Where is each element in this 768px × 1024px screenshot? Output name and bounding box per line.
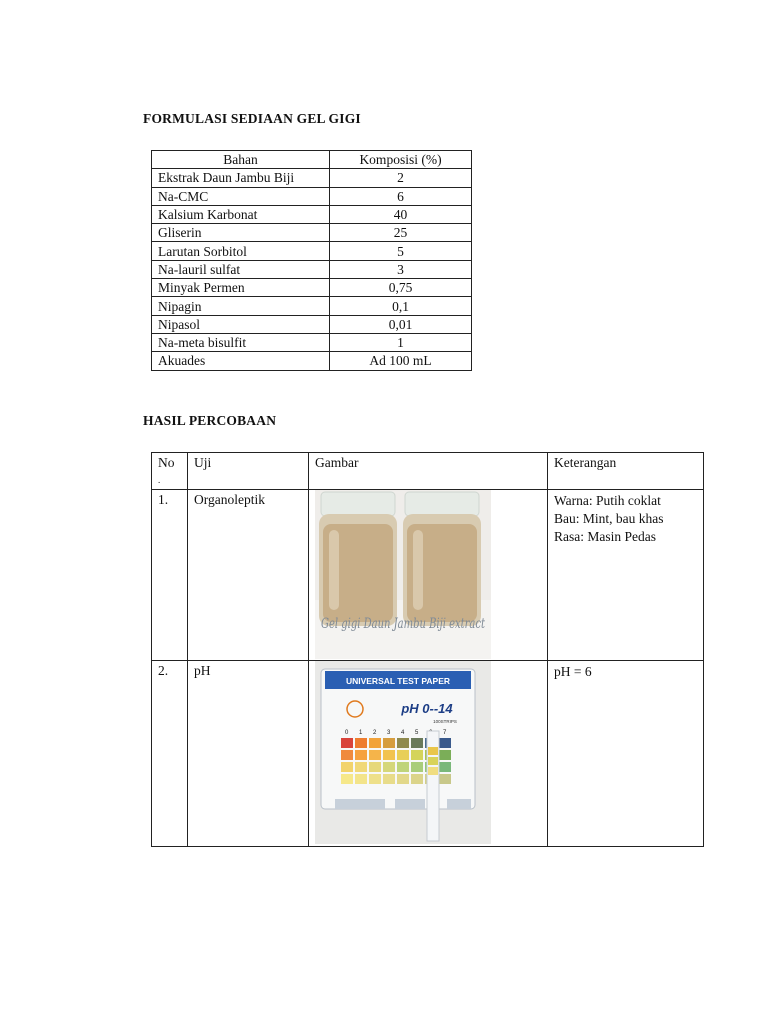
komposisi-cell: 1	[330, 333, 472, 351]
table-row	[152, 352, 472, 370]
header-no-dot: .	[158, 475, 161, 485]
row-no: 2.	[152, 661, 188, 847]
bahan-cell: Na-lauril sulfat	[152, 260, 330, 278]
table-row	[152, 260, 472, 278]
row-uji: pH	[188, 661, 309, 847]
komposisi-cell: 0,1	[330, 297, 472, 315]
scale-number: 4	[401, 730, 405, 736]
komposisi-cell: 5	[330, 242, 472, 260]
keterangan-line: Warna: Putih coklat	[554, 493, 661, 508]
keterangan-line: Bau: Mint, bau khas	[554, 511, 664, 526]
header-bahan: Bahan	[152, 151, 330, 169]
table-row	[152, 490, 704, 661]
table-row	[152, 205, 472, 223]
table-row	[152, 333, 472, 351]
bahan-cell: Minyak Permen	[152, 279, 330, 297]
table-row	[152, 169, 472, 187]
scale-number: 1	[359, 730, 363, 736]
komposisi-cell: 0,75	[330, 279, 472, 297]
bahan-cell: Nipasol	[152, 315, 330, 333]
bahan-cell: Na-CMC	[152, 187, 330, 205]
header-komposisi: Komposisi (%)	[330, 151, 472, 169]
scale-number: 2	[373, 730, 377, 736]
keterangan-line: pH = 6	[554, 664, 592, 679]
header-no	[152, 453, 188, 490]
ph-paper-photo	[315, 661, 491, 844]
bahan-cell: Gliserin	[152, 224, 330, 242]
bahan-cell: Nipagin	[152, 297, 330, 315]
photo-caption: Gel gigi Daun Jambu Biji extract	[321, 616, 486, 632]
bahan-cell: Kalsium Karbonat	[152, 205, 330, 223]
scale-number: 7	[443, 730, 447, 736]
results-table	[151, 452, 704, 847]
bahan-cell: Akuades	[152, 352, 330, 370]
bahan-cell: Na-meta bisulfit	[152, 333, 330, 351]
scale-number: 5	[415, 730, 419, 736]
komposisi-cell: 2	[330, 169, 472, 187]
table-row	[152, 279, 472, 297]
bahan-cell: Ekstrak Daun Jambu Biji	[152, 169, 330, 187]
table-row	[152, 224, 472, 242]
formulation-title: FORMULASI SEDIAAN GEL GIGI	[143, 111, 361, 126]
table-row	[152, 187, 472, 205]
row-no: 1.	[152, 490, 188, 661]
row-gambar	[309, 490, 548, 661]
row-keterangan	[548, 661, 704, 847]
header-no-label: No	[158, 455, 175, 470]
row-uji: Organoleptik	[188, 490, 309, 661]
formulation-table	[151, 150, 472, 371]
komposisi-cell: 6	[330, 187, 472, 205]
box-range: pH 0--14	[401, 701, 453, 716]
komposisi-cell: 0,01	[330, 315, 472, 333]
scale-number: 0	[345, 730, 349, 736]
row-keterangan	[548, 490, 704, 661]
box-header: UNIVERSAL TEST PAPER	[345, 676, 451, 686]
table-header-row	[152, 453, 704, 490]
table-header-row	[152, 151, 472, 169]
box-strips: 100STRIPS	[433, 719, 457, 724]
komposisi-cell: 3	[330, 260, 472, 278]
table-row	[152, 242, 472, 260]
scale-number: 3	[387, 730, 391, 736]
table-row	[152, 297, 472, 315]
bahan-cell: Larutan Sorbitol	[152, 242, 330, 260]
komposisi-cell: 25	[330, 224, 472, 242]
komposisi-cell: 40	[330, 205, 472, 223]
table-row	[152, 315, 472, 333]
header-keterangan: Keterangan	[548, 453, 704, 490]
header-gambar: Gambar	[309, 453, 548, 490]
row-gambar	[309, 661, 548, 847]
results-title: HASIL PERCOBAAN	[143, 413, 277, 428]
header-uji: Uji	[188, 453, 309, 490]
keterangan-line: Rasa: Masin Pedas	[554, 529, 656, 544]
table-row	[152, 661, 704, 847]
komposisi-cell: Ad 100 mL	[330, 352, 472, 370]
gel-jars-photo	[315, 490, 491, 659]
